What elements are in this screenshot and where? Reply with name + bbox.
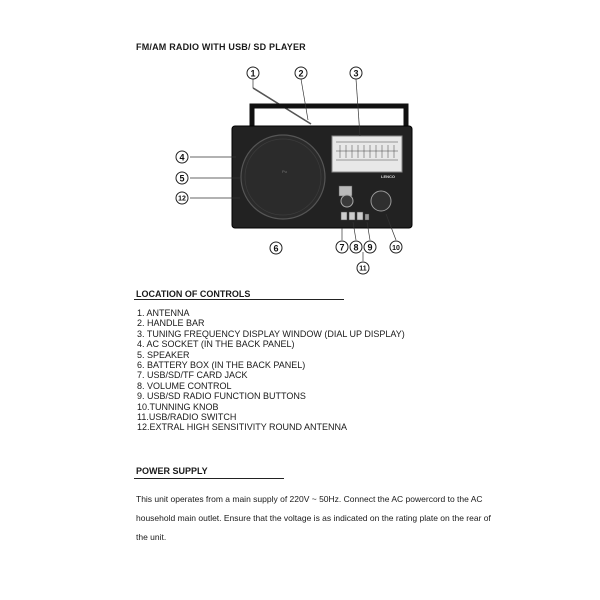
callout-9: 9 bbox=[367, 242, 373, 253]
callout-7: 7 bbox=[339, 242, 345, 253]
callout-10: 10 bbox=[392, 245, 400, 252]
usb-radio-switch bbox=[365, 214, 369, 220]
power-line: household main outlet. Ensure that the voltage is as indicated on the rating plate on the rear of bbox=[136, 513, 491, 523]
location-heading-rule bbox=[134, 299, 344, 300]
document-title: FM/AM RADIO WITH USB/ SD PLAYER bbox=[136, 42, 306, 52]
list-item: 9. USB/SD RADIO FUNCTION BUTTONS bbox=[137, 391, 306, 402]
callout-12: 12 bbox=[178, 195, 186, 203]
function-button bbox=[357, 212, 363, 220]
callout-4: 4 bbox=[179, 152, 185, 163]
function-button bbox=[349, 212, 355, 220]
callout-8: 8 bbox=[353, 242, 359, 253]
location-heading: LOCATION OF CONTROLS bbox=[136, 289, 251, 299]
dial-display bbox=[332, 136, 402, 172]
callout-1: 1 bbox=[250, 68, 256, 79]
power-line: the unit. bbox=[136, 532, 167, 542]
list-item: 3. TUNING FREQUENCY DISPLAY WINDOW (DIAL UP DISPLAY) bbox=[137, 328, 405, 339]
list-item: 4. AC SOCKET (IN THE BACK PANEL) bbox=[137, 339, 295, 350]
callout-5: 5 bbox=[179, 173, 185, 184]
callout-11: 11 bbox=[359, 265, 367, 273]
list-item: 6. BATTERY BOX (IN THE BACK PANEL) bbox=[137, 360, 306, 371]
dial-brand: LENCO bbox=[381, 174, 395, 179]
list-item: 1. ANTENNA bbox=[137, 308, 190, 318]
list-item: 5. SPEAKER bbox=[137, 349, 190, 360]
list-item: 7. USB/SD/TF CARD JACK bbox=[137, 370, 248, 381]
callout-2: 2 bbox=[298, 68, 304, 79]
tuning-knob bbox=[371, 191, 391, 211]
list-item: 2. HANDLE BAR bbox=[137, 318, 205, 329]
callout-3: 3 bbox=[353, 68, 359, 79]
list-item: 10.TUNNING KNOB bbox=[137, 401, 219, 412]
power-heading: POWER SUPPLY bbox=[136, 466, 208, 476]
usb-card-jack bbox=[339, 186, 352, 196]
power-heading-rule bbox=[134, 478, 284, 479]
radio-illustration bbox=[160, 60, 420, 282]
controls-list bbox=[137, 308, 405, 433]
speaker-mark: Pu bbox=[282, 169, 287, 174]
list-item: 12.EXTRAL HIGH SENSITIVITY ROUND ANTENNA bbox=[137, 422, 348, 433]
list-item: 11.USB/RADIO SWITCH bbox=[137, 412, 237, 423]
handle-bar bbox=[252, 106, 406, 126]
callout-6: 6 bbox=[273, 243, 279, 254]
list-item: 8. VOLUME CONTROL bbox=[137, 380, 232, 391]
function-button bbox=[341, 212, 347, 220]
power-line: This unit operates from a main supply of 220V ~ 50Hz. Connect the AC powercord to the AC bbox=[136, 494, 483, 504]
speaker-grille bbox=[241, 135, 325, 219]
volume-knob bbox=[341, 195, 353, 207]
power-paragraph bbox=[136, 490, 506, 547]
radio-diagram bbox=[160, 60, 420, 282]
